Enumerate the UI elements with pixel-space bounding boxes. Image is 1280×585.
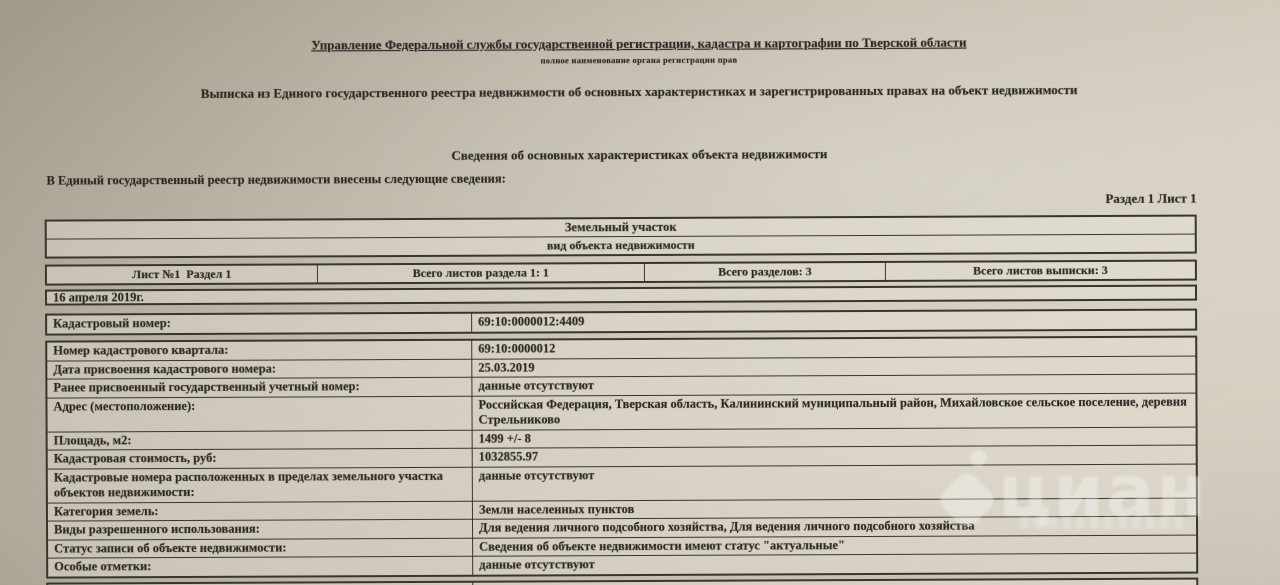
object-type-caption: вид объекта недвижимости [47,234,1195,257]
row-label: Статус записи об объекте недвижимости: [48,538,473,557]
row-value: 25.03.2019 [478,359,535,375]
row-label: Виды разрешенного использования: [48,520,473,539]
document-title: Выписка из Единого государственного реестра недвижимости об основных характеристиках и зарегистрированных правах на объект недвижимости [200,82,1078,101]
row-value [473,580,1196,585]
row-label: Особые отметки: [48,557,473,576]
row-value: данные отсутствуют [478,467,595,483]
row-value: 1499 +/- 8 [478,430,531,446]
cadastral-number-table [45,309,1197,336]
page-ref: Раздел 1 Лист 1 [1105,190,1197,206]
table-row-objects-within [48,463,1196,502]
cadastral-number-row [47,311,1195,334]
object-type-table [45,215,1197,259]
row-label: Дата присвоения кадастрового номера: [47,359,472,378]
row-label: Кадастровый номер: [47,314,472,333]
object-type-value: Земельный участок [564,219,677,235]
row-label: Номер кадастрового квартала: [47,341,472,360]
row-label: Кадастровые номера расположенных в пределах земельного участка объектов недвижимости: [48,467,473,502]
row-value: Земли населенных пунктов [478,501,635,517]
sheet-cell-total-sheets: Всего листов выписки: 3 [885,262,1195,280]
row-label: Кадастровая стоимость, руб: [48,449,473,468]
row-value: 69:10:0000012 [478,341,556,356]
record-date-row: 16 апреля 2019г. [45,285,1197,306]
cian-watermark-text: циан [998,449,1209,533]
row-value: Российская Федерация, Тверская область, Калининский муниципальный район, Михайловское сельское поселение, деревня Стрельниково [478,394,1187,427]
authority-title: Управление Федеральной службы государственной регистрации, кадастра и картографии по Тверской области [311,34,967,53]
row-label: Площадь, м2: [48,430,473,449]
detail-table [45,336,1198,579]
section-title: Сведения об основных характеристиках объекта недвижимости [451,146,828,163]
row-value: данные отсутствуют [479,557,595,572]
table-row-partial [48,580,1196,585]
row-value: данные отсутствуют [478,378,594,393]
row-value: 69:10:0000012:4409 [478,314,585,329]
row-value: 1032855.97 [478,449,539,464]
cutoff-table-row [46,578,1198,585]
row-label: Адрес (местоположение): [47,396,472,431]
row-value: Для ведения личного подсобного хозяйства, Для ведения личного подсобного хозяйства [478,518,975,535]
intro-line: В Единый государственный реестр недвижимости внесены следующие сведения: [46,171,506,188]
table-row-address [47,392,1195,431]
sheet-info-row [45,260,1197,286]
row-label: Категория земель: [48,501,473,520]
sheet-cell-list: Лист №1 Раздел 1 [132,266,232,282]
sheet-cell-section-sheets: Всего листов раздела 1: 1 [317,264,644,282]
row-value: Сведения об объекте недвижимости имеют статус "актуальные" [479,537,845,554]
authority-caption: полное наименование органа регистрации прав [540,54,738,66]
row-label: Ранее присвоенный государственный учетный номер: [47,378,472,397]
sheet-cell-total-sections: Всего разделов: 3 [644,263,885,281]
